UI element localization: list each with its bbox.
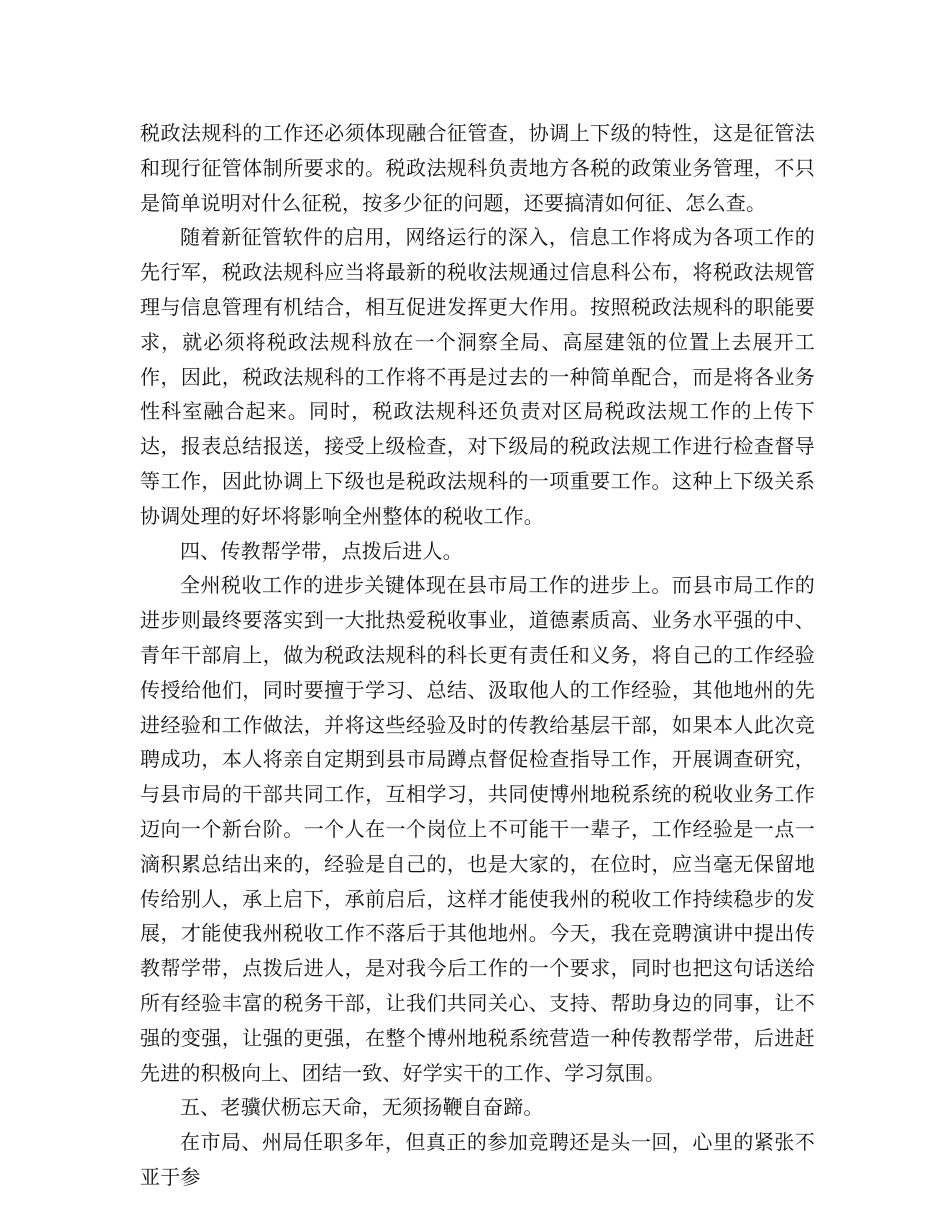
section-heading-4: 四、传教帮学带，点拨后进人。	[180, 538, 463, 563]
document-body	[140, 116, 815, 1195]
paragraph-3: 全州税收工作的进步关键体现在县市局工作的进步上。而县市局工作的进步则最终要落实到一大批热爱税收事业，道德素质高、业务水平强的中、青年干部肩上，做为税政法规科的科长更有责任和义务，将自己的工作经验传授给他们，同时要擅于学习、总结、汲取他人的工作经验，其他地州的先进经验和工作做法，并将这些经验及时的传教给基层干部，如果本人此次竞聘成功，本人将亲自定期到县市局蹲点督促检查指导工作，开展调查研究，与县市局的干部共同工作，互相学习，共同使博州地税系统的税收业务工作迈向一个新台阶。一个人在一个岗位上不可能干一辈子，工作经验是一点一滴积累总结出来的，经验是自己的，也是大家的，在位时，应当毫无保留地传给别人，承上启下，承前启后，这样才能使我州的税收工作持续稳步的发展，才能使我州税收工作不落后于其他地州。今天，我在竞聘演讲中提出传教帮学带，点拨后进人，是对我今后工作的一个要求，同时也把这句话送给所有经验丰富的税务干部，让我们共同关心、支持、帮助身边的同事，让不强的变强，让强的更强，在整个博州地税系统营造一种传教帮学带，后进赶先进的积极向上、团结一致、好学实干的工作、学习氛围。	[140, 573, 815, 1085]
paragraph-1: 税政法规科的工作还必须体现融合征管查，协调上下级的特性，这是征管法和现行征管体制所要求的。税政法规科负责地方各税的政策业务管理，不只是简单说明对什么征税，按多少征的问题，还要搞清如何征、怎么查。	[140, 121, 815, 215]
section-heading-5: 五、老骥伏枥忘天命，无须扬鞭自奋蹄。	[180, 1095, 544, 1120]
paragraph-2: 随着新征管软件的启用，网络运行的深入，信息工作将成为各项工作的先行军，税政法规科应当将最新的税收法规通过信息科公布，将税政法规管理与信息管理有机结合，相互促进发挥更大作用。按照税政法规科的职能要求，就必须将税政法规科放在一个洞察全局、高屋建瓴的位置上去展开工作，因此，税政法规科的工作将不再是过去的一种简单配合，而是将各业务性科室融合起来。同时，税政法规科还负责对区局税政法规工作的上传下达，报表总结报送，接受上级检查，对下级局的税政法规工作进行检查督导等工作，因此协调上下级也是税政法规科的一项重要工作。这种上下级关系协调处理的好坏将影响全州整体的税收工作。	[140, 225, 815, 528]
paragraph-4: 在市局、州局任职多年，但真正的参加竞聘还是头一回，心里的紧张不亚于参	[140, 1130, 815, 1189]
